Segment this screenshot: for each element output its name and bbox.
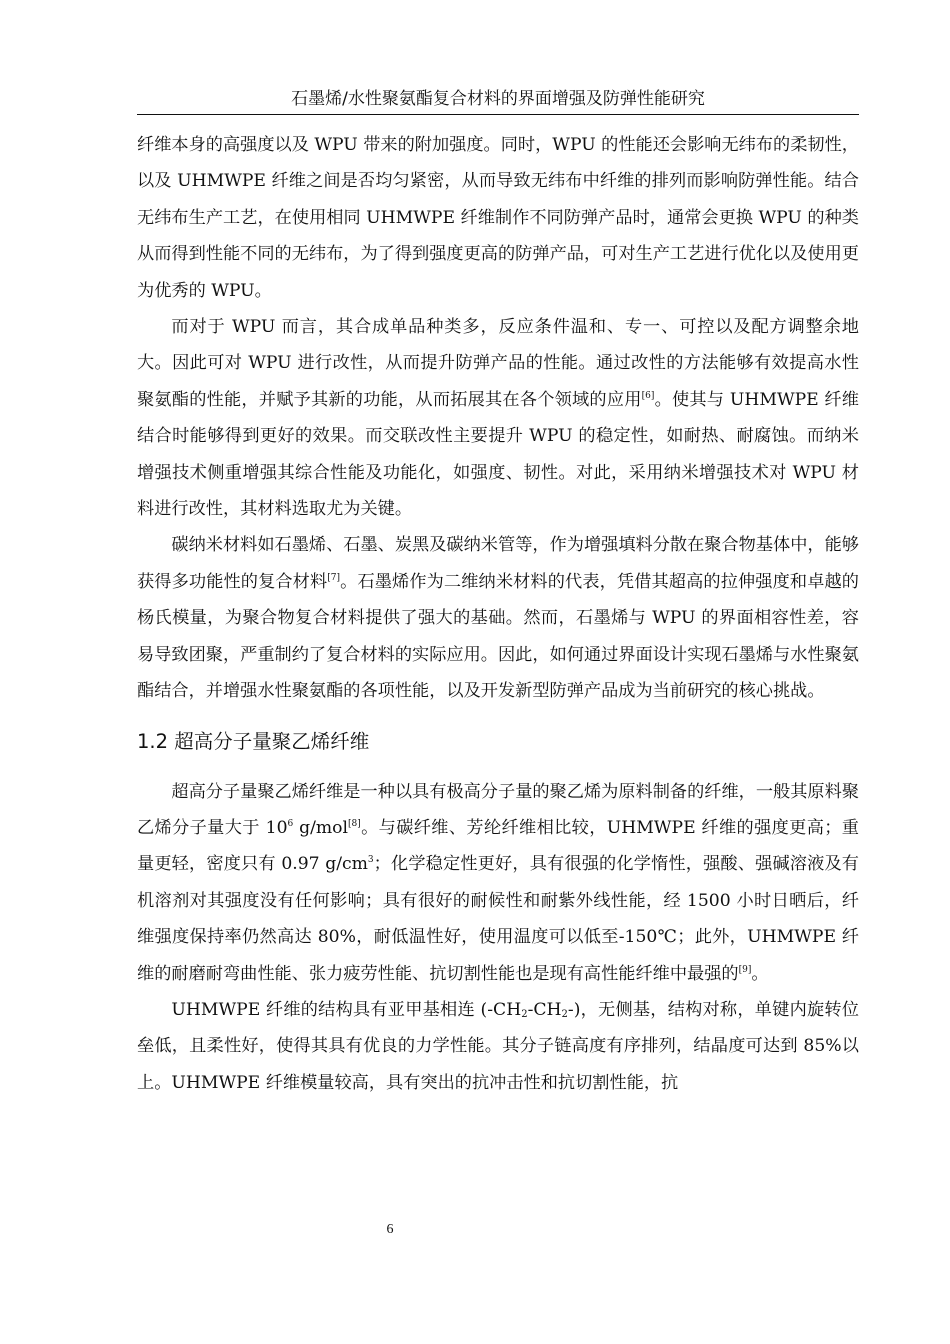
subscript-2b: 2 (561, 1008, 568, 1020)
paragraph-2 (137, 309, 859, 527)
running-header: 石墨烯/水性聚氨酯复合材料的界面增强及防弹性能研究 (291, 89, 705, 109)
paragraph-5-text-c: -)，无侧基，结构对称，单键内旋转位垒低，且柔性好，使得其具有优良的力学性能。其分子链高度有序排列，结晶度可达到 85%以上。UHMWPE 纤维模量较高，具有突出的抗冲击性和抗切割性能，抗 (137, 999, 859, 1093)
paragraph-1-text: 纤维本身的高强度以及 WPU 带来的附加强度。同时，WPU 的性能还会影响无纬布的柔韧性，以及 UHMWPE 纤维之间是否均匀紧密，从而导致无纬布中纤维的排列而影响防弹性能。结合无纬布生产工艺，在使用相同 UHMWPE 纤维制作不同防弹产品时，通常会更换 WPU 的种类从而得到性能不同的无纬布，为了得到强度更高的防弹产品，可对生产工艺进行优化以及使用更为优秀的 WPU。 (137, 135, 859, 301)
paragraph-1 (137, 127, 859, 309)
paragraph-2-text-b: 。使其与 UHMWPE 纤维结合时能够得到更好的效果。而交联改性主要提升 WPU 的稳定性，如耐热、耐腐蚀。而纳米增强技术侧重增强其综合性能及功能化，如强度、韧性。对此，采用纳米增强技术对 WPU 材料进行改性，其材料选取尤为关键。 (137, 389, 859, 520)
paragraph-3-text-a: 碳纳米材料如石墨烯、石墨、炭黑及碳纳米管等，作为增强填料分散在聚合物基体中，能够获得多功能性的复合材料 (137, 535, 859, 592)
paragraph-5-text-a: UHMWPE 纤维的结构具有亚甲基相连 (-CH (171, 999, 522, 1020)
exponent-6: 6 (287, 818, 294, 829)
paragraph-2-text-a: 而对于 WPU 而言，其合成单品种类多，反应条件温和、专一、可控以及配方调整余地大。因此可对 WPU 进行改性，从而提升防弹产品的性能。通过改性的方法能够有效提高水性聚氨酯的性能，并赋予其新的功能，从而拓展其在各个领域的应用 (137, 317, 859, 410)
paragraph-4 (137, 774, 859, 992)
page-number: 6 (386, 1222, 394, 1237)
header-rule (137, 114, 859, 115)
paragraph-4-text-b: g/mol (293, 817, 349, 838)
paragraph-5 (137, 992, 859, 1101)
paragraph-4-text-e: 。 (751, 963, 769, 984)
section-heading: 1.2 超高分子量聚乙烯纤维 (137, 729, 370, 753)
paragraph-4-text-a: 超高分子量聚乙烯纤维是一种以具有极高分子量的聚乙烯为原料制备的纤维，一般其原料聚乙烯分子量大于 10 (137, 781, 859, 838)
paragraph-3-text-b: 。石墨烯作为二维纳米材料的代表，凭借其超高的拉伸强度和卓越的杨氏模量，为聚合物复合材料提供了强大的基础。然而，石墨烯与 WPU 的界面相容性差，容易导致团聚，严重制约了复合材料的实际应用。因此，如何通过界面设计实现石墨烯与水性聚氨酯结合，并增强水性聚氨酯的各项性能，以及开发新型防弹产品成为当前研究的核心挑战。 (137, 571, 859, 702)
paragraph-5-text-b: -CH (527, 999, 562, 1020)
body-text (137, 127, 859, 1101)
exponent-3: 3 (367, 855, 374, 866)
citation-6: [6] (641, 390, 655, 401)
citation-8: [8] (348, 818, 361, 829)
citation-7: [7] (327, 572, 341, 583)
paragraph-4-text-d: ；化学稳定性更好，具有很强的化学惰性，强酸、强碱溶液及有机溶剂对其强度没有任何影响；具有很好的耐候性和耐紫外线性能，经 1500 小时日晒后，纤维强度保持率仍然高达 80%，耐低温性好，使用温度可以低至-150℃；此外，UHMWPE 纤维的耐磨耐弯曲性能、张力疲劳性能、抗切割性能也是现有高性能纤维中最强的 (137, 854, 859, 984)
paragraph-3 (137, 527, 859, 709)
citation-9: [9] (738, 964, 752, 975)
subscript-2a: 2 (521, 1008, 528, 1020)
paragraph-4-text-c: 。与碳纤维、芳纶纤维相比较，UHMWPE 纤维的强度更高；重量更轻，密度只有 0.97 g/cm (137, 817, 859, 875)
